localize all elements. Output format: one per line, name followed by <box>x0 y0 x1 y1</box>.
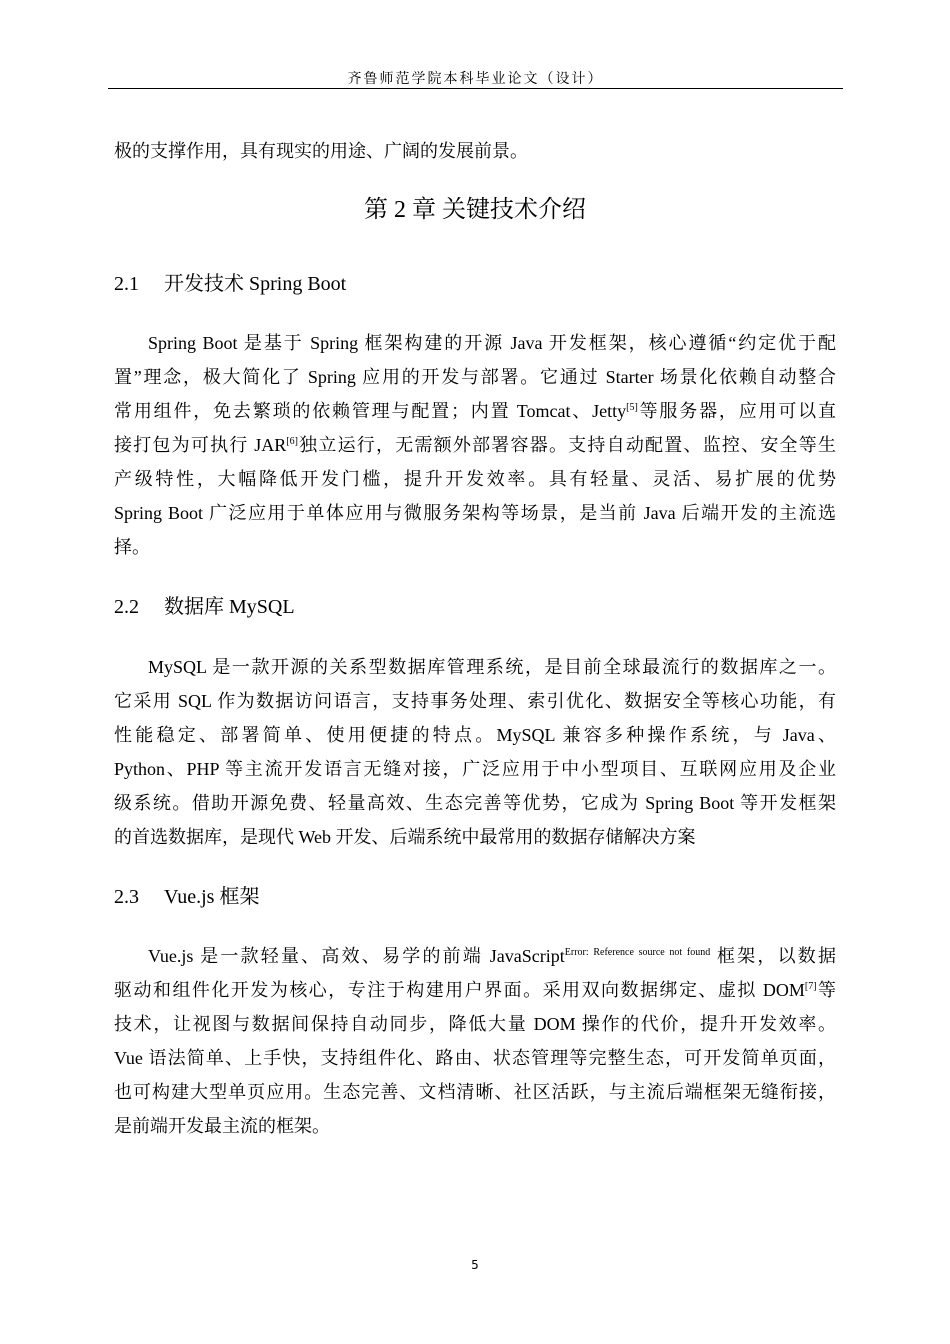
intro-line: 极的支撑作用，具有现实的用途、广阔的发展前景。 <box>114 141 528 161</box>
text-segment: 框架，以数据 <box>710 946 836 966</box>
section-number: 2.1 <box>114 273 139 295</box>
chapter-title: 第 2 章 关键技术介绍 <box>364 197 586 223</box>
paragraph-line: 置”理念，极大简化了 Spring 应用的开发与部署。它通过 Starter 场景化依赖自动整合 <box>114 367 836 387</box>
text-segment: Vue.js 是一款轻量、高效、易学的前端 JavaScript <box>148 946 565 966</box>
paragraph-line <box>148 939 836 973</box>
section-title: 数据库 MySQL <box>164 596 295 618</box>
section-number: 2.3 <box>114 886 139 908</box>
paragraph-line: 级系统。借助开源免费、轻量高效、生态完善等优势，它成为 Spring Boot 等开发框架 <box>114 793 836 813</box>
citation-ref: [5] <box>626 402 638 413</box>
paragraph-line: Vue 语法简单、上手快，支持组件化、路由、状态管理等完整生态，可开发简单页面， <box>114 1048 836 1068</box>
section-heading-2-2 <box>114 590 295 624</box>
citation-ref: [6] <box>286 436 298 447</box>
section-number: 2.2 <box>114 596 139 618</box>
section-heading-2-3 <box>114 880 259 914</box>
section-title: 开发技术 Spring Boot <box>164 273 347 295</box>
paragraph-line: 是前端开发最主流的框架。 <box>114 1116 330 1136</box>
paragraph-line: 产级特性，大幅降低开发门槛，提升开发效率。具有轻量、灵活、易扩展的优势 <box>114 469 836 489</box>
paragraph-line: 它采用 SQL 作为数据访问语言，支持事务处理、索引优化、数据安全等核心功能，有 <box>114 691 836 711</box>
paragraph-line <box>114 973 836 1007</box>
section-title: Vue.js 框架 <box>164 886 260 908</box>
paragraph-line: 的首选数据库，是现代 Web 开发、后端系统中最常用的数据存储解决方案 <box>114 827 696 847</box>
paragraph-line: Spring Boot 广泛应用于单体应用与微服务架构等场景，是当前 Java 后端开发的主流选 <box>114 503 836 523</box>
paragraph-line: 也可构建大型单页应用。生态完善、文档清晰、社区活跃，与主流后端框架无缝衔接， <box>114 1082 836 1102</box>
paragraph-line: 择。 <box>114 537 150 557</box>
text-segment: 等 <box>816 980 837 1000</box>
citation-ref: [7] <box>804 981 817 992</box>
text-segment: 等服务器，应用可以直 <box>637 401 836 421</box>
paragraph-line <box>114 428 836 462</box>
citation-ref-error: Error: Reference source not found <box>564 947 711 958</box>
text-segment: 接打包为可执行 JAR <box>114 435 287 455</box>
paragraph-line: 性能稳定、部署简单、使用便捷的特点。MySQL 兼容多种操作系统，与 Java、 <box>114 725 836 745</box>
paragraph-line <box>114 394 836 428</box>
paragraph-line: MySQL 是一款开源的关系型数据库管理系统，是目前全球最流行的数据库之一。 <box>148 657 836 677</box>
page-number: 5 <box>471 1258 479 1272</box>
paragraph-line: Python、PHP 等主流开发语言无缝对接，广泛应用于中小型项目、互联网应用及企业 <box>114 759 836 779</box>
page-header-title: 齐鲁师范学院本科毕业论文（设计） <box>347 72 604 87</box>
paragraph-line: Spring Boot 是基于 Spring 框架构建的开源 Java 开发框架，核心遵循“约定优于配 <box>148 333 836 353</box>
text-segment: 常用组件，免去繁琐的依赖管理与配置；内置 Tomcat、Jetty <box>114 401 627 421</box>
text-segment: 独立运行，无需额外部署容器。支持自动配置、监控、安全等生 <box>297 435 836 455</box>
text-segment: 驱动和组件化开发为核心，专注于构建用户界面。采用双向数据绑定、虚拟 DOM <box>114 980 805 1000</box>
section-heading-2-1 <box>114 267 346 301</box>
paragraph-line: 技术，让视图与数据间保持自动同步，降低大量 DOM 操作的代价，提升开发效率。 <box>114 1014 836 1034</box>
header-rule <box>108 88 843 89</box>
